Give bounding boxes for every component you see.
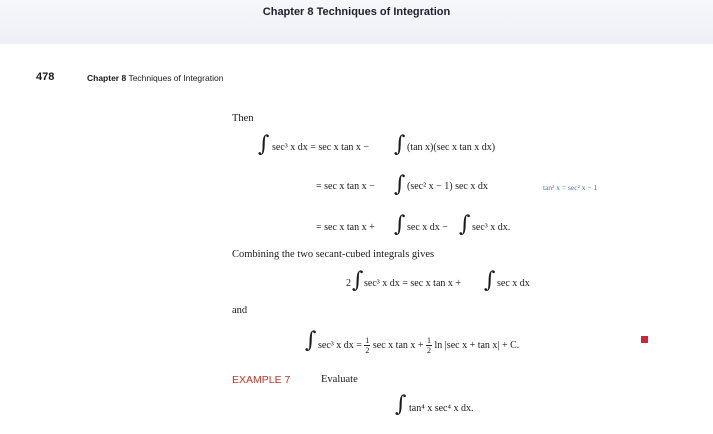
eq5-lhs: sec³ x dx = xyxy=(318,339,362,351)
then-text: Then xyxy=(232,113,254,124)
integral-sign: ∫ xyxy=(352,268,364,293)
eq5-left xyxy=(318,336,519,355)
eq1-lhs: sec³ x dx = sec x tan x − xyxy=(272,142,370,153)
integral-sign: ∫ xyxy=(394,172,406,197)
integral-sign: ∫ xyxy=(395,392,407,417)
eq3-right: sec³ x dx. xyxy=(472,222,511,233)
eq5-right: ln |sec x + tan x| + C. xyxy=(434,339,520,351)
running-head-chapter: Chapter 8 xyxy=(87,73,127,83)
fraction-denominator: 2 xyxy=(427,346,432,355)
viewer-top-bar xyxy=(0,0,713,44)
chapter-title: Chapter 8 Techniques of Integration xyxy=(262,6,451,18)
book-page xyxy=(0,44,713,434)
eq6-expression: tan⁴ x sec⁴ x dx. xyxy=(409,403,474,414)
integral-sign: ∫ xyxy=(394,212,406,237)
eq2-left: = sec x tan x − xyxy=(316,181,375,192)
fraction-numerator: 1 xyxy=(427,336,432,345)
and-text: and xyxy=(232,305,248,316)
fraction-half xyxy=(364,336,370,355)
integral-sign: ∫ xyxy=(484,268,496,293)
fraction-denominator: 2 xyxy=(365,346,370,355)
evaluate-text: Evaluate xyxy=(321,374,358,385)
end-of-example-mark xyxy=(641,336,648,343)
integral-sign: ∫ xyxy=(394,132,406,157)
running-head-title: Techniques of Integration xyxy=(128,73,224,83)
combining-text: Combining the two secant-cubed integrals gives xyxy=(232,249,435,260)
eq3-mid: sec x dx − xyxy=(407,222,448,233)
eq4-coefficient: 2 xyxy=(346,278,351,289)
example-label: EXAMPLE 7 xyxy=(232,374,291,386)
eq2-right: (sec² x − 1) sec x dx xyxy=(407,181,488,192)
eq5-mid: sec x tan x + xyxy=(372,339,424,351)
running-head xyxy=(87,73,223,83)
fraction-numerator: 1 xyxy=(365,336,370,345)
eq3-left: = sec x tan x + xyxy=(316,222,375,233)
margin-note: tan² x = sec² x − 1 xyxy=(543,183,598,192)
page-number: 478 xyxy=(36,71,55,83)
integral-sign: ∫ xyxy=(459,212,471,237)
integral-sign: ∫ xyxy=(258,132,270,157)
eq1-rhs: (tan x)(sec x tan x dx) xyxy=(407,142,496,153)
eq4-right: sec x dx xyxy=(497,278,530,289)
fraction-half xyxy=(426,336,432,355)
integral-sign: ∫ xyxy=(305,328,317,353)
eq4-left: sec³ x dx = sec x tan x + xyxy=(364,278,462,289)
